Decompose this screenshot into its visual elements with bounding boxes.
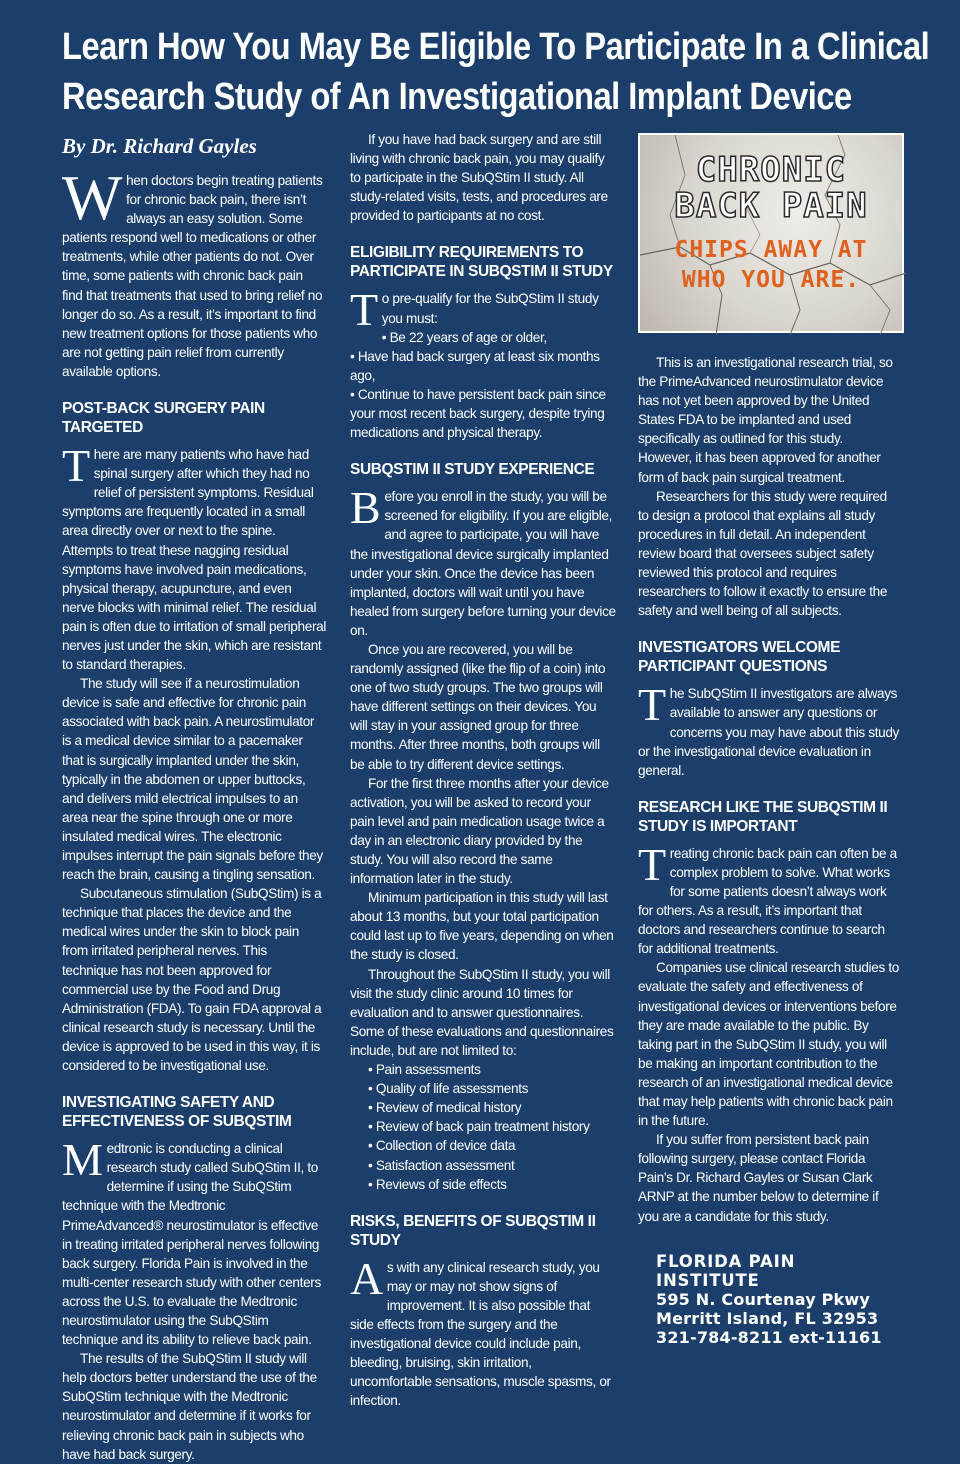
column-3 [638, 130, 900, 1347]
paragraph-text: o pre-qualify for the SubQStim II study you must: [381, 291, 599, 326]
list-item: • Continue to have persistent back pain since your most recent back surgery, despite trying medications and physical therapy. [350, 385, 616, 442]
list-item: • Review of medical history [368, 1098, 616, 1117]
dropcap: M [62, 1134, 103, 1186]
poster-line-4: WHO YOU ARE. [681, 267, 861, 293]
section-heading-post-back-surgery: POST-BACK SURGERY PAIN TARGETED [62, 400, 265, 437]
paragraph [638, 838, 900, 959]
paragraph-text: here are many patients who have had spinal surgery after which they had no relief of persistent symptoms. Residual symptoms are frequently located in a small area directly over or next to the spine. Attempts to treat these nagging residual symptoms have involved pain medications, physical therapy, acupuncture, and even nerve blocks with minimal relief. The residual pain is often due to irritation of small peripheral nerves just under the skin, which are resistant to standard therapies. [62, 447, 326, 673]
paragraph [350, 482, 616, 640]
dropcap: W [62, 162, 123, 233]
paragraph: If you have had back surgery and are still living with chronic back pain, you may qualify to participate in the SubQStim II study. All study-related visits, tests, and procedures are provided to participants at no cost. [350, 132, 608, 224]
paragraph-text: edtronic is conducting a clinical research study called SubQStim II, to determine if using the SubQStim technique with the Medtronic PrimeAdvanced® neurostimulator is effective in treating irritated peripheral nerves following back surgery. Florida Pain is involved in the multi-center research study with other centers across the U.S. to evaluate the Medtronic neurostimulator using the SubQStim technique and its ability to relieve back pain. [62, 1141, 321, 1348]
dropcap: T [638, 838, 666, 890]
clinic-street: 595 N. Courtenay Pkwy [656, 1289, 870, 1309]
paragraph [350, 284, 616, 336]
paragraph [638, 679, 900, 779]
list-item: • Be 22 years of age or older, [350, 328, 616, 347]
dropcap: B [350, 482, 381, 534]
list-item: • Satisfaction assessment [368, 1156, 616, 1175]
list-item: • Quality of life assessments [368, 1079, 616, 1098]
paragraph: Throughout the SubQStim II study, you will visit the study clinic around 10 times for evaluation and to answer questionnaires. Some of these evaluations and questionnaires include, but are not limited to: [350, 966, 614, 1058]
section-heading-research-important: RESEARCH LIKE THE SUBQSTIM II STUDY IS IMPORTANT [638, 798, 888, 835]
section-heading-risks: RISKS, BENEFITS OF SUBQSTIM II STUDY [350, 1212, 596, 1249]
intro-paragraph [62, 162, 326, 381]
paragraph: The study will see if a neurostimulation device is safe and effective for chronic pain associated with back pain. A neurostimulator is a medical device similar to a pacemaker that is surgically implanted under the skin, typically in the abdomen or upper buttocks, and delivers mild electrical impulses to an area near the spine through one or more insulated medical wires. The electronic impulses interrupt the pain signals before they reach the brain, causing a tingling sensation. [62, 676, 323, 883]
poster-line-1: CHRONIC [695, 150, 847, 190]
section-heading-questions: INVESTIGATORS WELCOME PARTICIPANT QUESTIONS [638, 639, 841, 676]
poster-line-2: BACK PAIN [674, 186, 868, 226]
paragraph: Minimum participation in this study will last about 13 months, but your total participation could last up to five years, depending on when the study is closed. [350, 890, 614, 963]
paragraph [62, 440, 326, 674]
eligibility-list [350, 328, 616, 443]
list-item: • Collection of device data [368, 1136, 616, 1155]
poster-line-3: CHIPS AWAY AT [674, 237, 868, 263]
paragraph: Companies use clinical research studies to evaluate the safety and effectiveness of investigational devices or interventions before they are made available to the public. By taking part in the SubQStim II study, you will be making an important contribution to the research of an investigational medical device that may help patients with chronic back pain in the future. [638, 960, 899, 1129]
list-item: • Have had back surgery at least six months ago, [350, 347, 616, 385]
section-heading-safety: INVESTIGATING SAFETY AND EFFECTIVENESS OF SUBQSTIM [62, 1094, 292, 1131]
list-item: • Reviews of side effects [368, 1175, 616, 1194]
list-item: • Review of back pain treatment history [368, 1117, 616, 1136]
dropcap: A [350, 1252, 383, 1304]
section-heading-eligibility: ELIGIBILITY REQUIREMENTS TO PARTICIPATE IN SUBQSTIM II STUDY [350, 244, 613, 281]
chronic-back-pain-poster [638, 133, 904, 333]
paragraph-text: efore you enroll in the study, you will be screened for eligibility. If you are eligible, and agree to participate, you will have the investigational device surgically implanted under your skin. Once the device has been implanted, doctors will wait until you have healed from surgery before turning your device on. [350, 489, 616, 638]
paragraph: This is an investigational research trial, so the PrimeAdvanced neurostimulator device has not yet been approved by the United States FDA to be implanted and used specifically as outlined for this study. However, it has been approved for another form of back pain surgical treatment. [638, 355, 893, 485]
paragraph [62, 1134, 326, 1349]
contact-block [656, 1252, 900, 1347]
byline: By Dr. Richard Gayles [62, 134, 257, 158]
intro-text: hen doctors begin treating patients for chronic back pain, there isn’t always an easy solution. Some patients respond well to medications or other treatments, while other patients do not. Over time, some patients with chronic back pain find that treatments that used to bring relief no longer do so. As a result, it’s important to find new treatment options for those patients who are not getting pain relief from currently available options. [62, 173, 323, 379]
paragraph-text: reating chronic back pain can often be a complex problem to solve. What works for some patients doesn’t always work for others. As a result, it’s important that doctors and researchers continue to search for additional treatments. [638, 845, 897, 957]
paragraph: Subcutaneous stimulation (SubQStim) is a technique that places the device and the medical wires under the skin to block pain from irritated peripheral nerves. This technique has not been approved for commercial use by the Food and Drug Administration (FDA). To gain FDA approval a clinical research study is necessary. Until the device is approved to be used in this way, it is considered to be investigational use. [62, 886, 322, 1074]
clinic-name: FLORIDA PAIN INSTITUTE [656, 1251, 796, 1290]
dropcap: T [62, 440, 90, 492]
paragraph: Researchers for this study were required to design a protocol that explains all study procedures in full detail. An independent review board that oversees subject safety reviewed this protocol and requires researchers to follow it exactly to ensure the safety and well being of all subjects. [638, 488, 888, 619]
section-heading-study-experience: SUBQSTIM II STUDY EXPERIENCE [350, 461, 595, 479]
paragraph [350, 1252, 616, 1411]
paragraph: If you suffer from persistent back pain following surgery, please contact Florida Pain’s Dr. Richard Gayles or Susan Clark ARNP at the number below to determine if you are a candidate for this study. [638, 1132, 879, 1224]
paragraph: Once you are recovered, you will be randomly assigned (like the flip of a coin) into one of two study groups. The two groups will have different settings on their devices. You will stay in your assigned group for three months. After three months, both groups will be able to try different device settings. [350, 641, 606, 772]
clinic-city: Merritt Island, FL 32953 [656, 1308, 879, 1328]
list-item: • Pain assessments [368, 1060, 616, 1079]
paragraph-text: s with any clinical research study, you may or may not show signs of improvement. It is also possible that side effects from the surgery and the investigational device could include pain, bleeding, bruising, skin irritation, uncomfortable sensations, muscle spasms, or infection. [350, 1259, 611, 1409]
dropcap: T [350, 284, 378, 336]
evaluations-list [368, 1060, 616, 1194]
dropcap: T [638, 679, 666, 731]
article-title: Learn How You May Be Eligible To Participate In a Clinical Research Study of An Investigational Implant Device [62, 26, 930, 118]
paragraph-text: he SubQStim II investigators are always available to answer any questions or concerns you may have about this study or the investigational device evaluation in general. [638, 686, 900, 778]
paragraph: For the first three months after your device activation, you will be asked to record your pain level and pain medication usage twice a day in an electronic diary provided by the study. You will also record the same information later in the study. [350, 775, 609, 887]
column-1 [62, 130, 326, 1464]
column-2 [350, 130, 616, 1410]
paragraph: The results of the SubQStim II study will help doctors better understand the use of the SubQStim technique with the Medtronic neurostimulator and determine if it works for relieving chronic back pain in subjects who have had back surgery. [62, 1351, 317, 1462]
clinic-phone[interactable]: 321-784-8211 ext-11161 [656, 1327, 882, 1347]
